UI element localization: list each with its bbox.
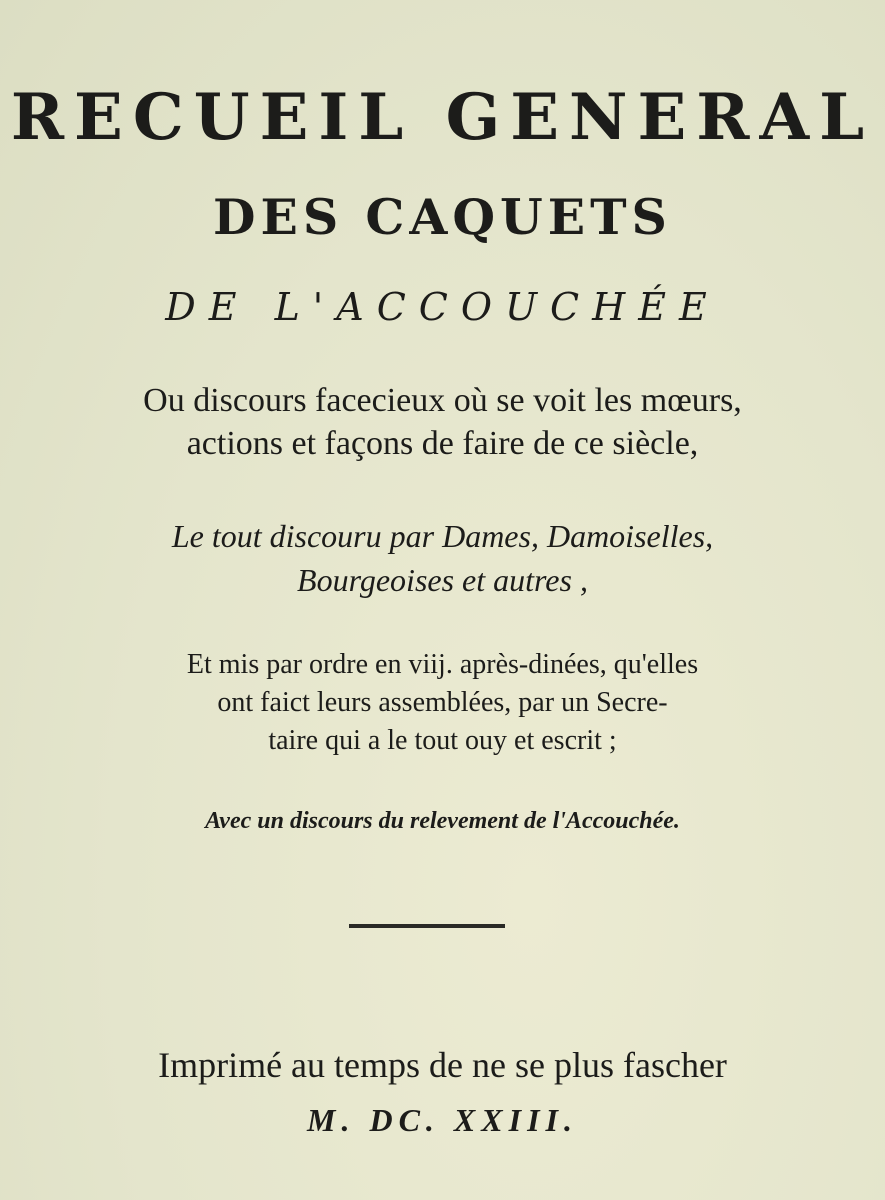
supplement-line: Avec un discours du relevement de l'Accouchée. <box>205 808 680 834</box>
imprint-date: M. DC. XXIII. <box>307 1102 578 1138</box>
narrated-line-2: Bourgeoises et autres , <box>297 562 588 598</box>
subtitle: DES CAQUETS <box>213 188 672 246</box>
narrated-line-1: Le tout discouru par Dames, Damoiselles, <box>171 518 714 554</box>
description-line-2: actions et façons de faire de ce siècle, <box>186 425 699 462</box>
main-title: RECUEIL GENERAL <box>10 80 875 155</box>
imprint-line: Imprimé au temps de ne se plus fascher <box>158 1045 727 1085</box>
divider-rule <box>349 924 505 928</box>
ordering-line-2: ont faict leurs assemblées, par un Secre- <box>217 687 668 718</box>
subtitle-italic: DE L'ACCOUCHÉE <box>165 285 720 329</box>
description-line-1: Ou discours facecieux où se voit les mœurs, <box>143 382 742 419</box>
ordering-line-3: taire qui a le tout ouy et escrit ; <box>268 725 617 756</box>
ordering-line-1: Et mis par ordre en viij. après-dinées, qu'elles <box>186 649 699 680</box>
